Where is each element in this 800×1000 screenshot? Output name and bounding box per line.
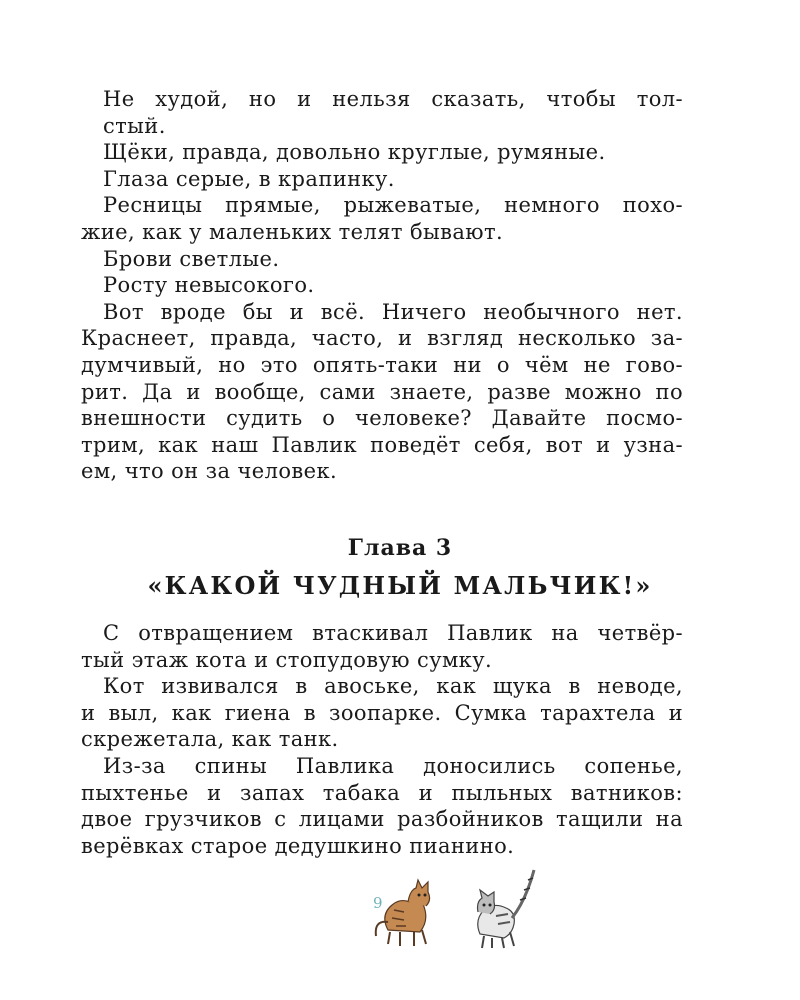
text-line: С отвращением втаскивал Павлик на четвёр-: [103, 621, 683, 645]
text-line: внешности судить о человеке? Давайте посмо-: [81, 406, 683, 431]
text-line: Щёки, правда, довольно круглые, румяные.: [103, 140, 606, 165]
text-line: Росту невысокого.: [103, 273, 315, 298]
text-line: пыхтенье и запах табака и пыльных ватников:: [81, 780, 683, 805]
section-2-text: [81, 620, 683, 859]
section-1-text: [81, 86, 683, 485]
text-line: трим, как наш Павлик поведёт себя, вот и узна-: [81, 432, 683, 457]
cat-right-icon: [478, 870, 535, 948]
text-line: думчивый, но это опять-таки ни о чём не гово-: [81, 352, 683, 377]
text-line: Вот вроде бы и всё. Ничего необычного нет.: [103, 299, 683, 324]
text-line: верёвках старое дедушкино пианино.: [81, 833, 515, 858]
text-line: стый.: [103, 113, 166, 138]
text-line: Ресницы прямые, рыжеватые, немного похо-: [103, 193, 683, 218]
cat-left-icon: [376, 880, 430, 946]
text-line: жие, как у маленьких телят бывают.: [81, 219, 504, 244]
text-line: Из-за спины Павлика доносились сопенье,: [103, 753, 683, 778]
text-line: Краснеет, правда, часто, и взгляд несколько за-: [81, 326, 683, 351]
text-line: Глаза серые, в крапинку.: [103, 166, 395, 191]
text-line: тый этаж кота и стопудовую сумку.: [81, 647, 493, 672]
chapter-title: «КАКОЙ ЧУДНЫЙ МАЛЬЧИК!»: [147, 571, 653, 600]
text-line: скрежетала, как танк.: [81, 727, 339, 752]
text-line: ем, что он за человек.: [81, 459, 338, 484]
page-number: 9: [373, 894, 383, 912]
text-line: Не худой, но и нельзя сказать, чтобы тол-: [103, 87, 683, 111]
text-line: Кот извивался в авоське, как щука в неводе,: [103, 674, 683, 699]
text-line: и выл, как гиена в зоопарке. Сумка тарахтела и: [81, 700, 683, 725]
chapter-number: Глава 3: [347, 535, 453, 561]
text-line: Брови светлые.: [103, 246, 280, 271]
text-line: рит. Да и вообще, сами знаете, разве можно по: [81, 379, 683, 404]
text-line: двое грузчиков с лицами разбойников тащили на: [81, 807, 683, 832]
two-cats-illustration-icon: [370, 860, 570, 950]
